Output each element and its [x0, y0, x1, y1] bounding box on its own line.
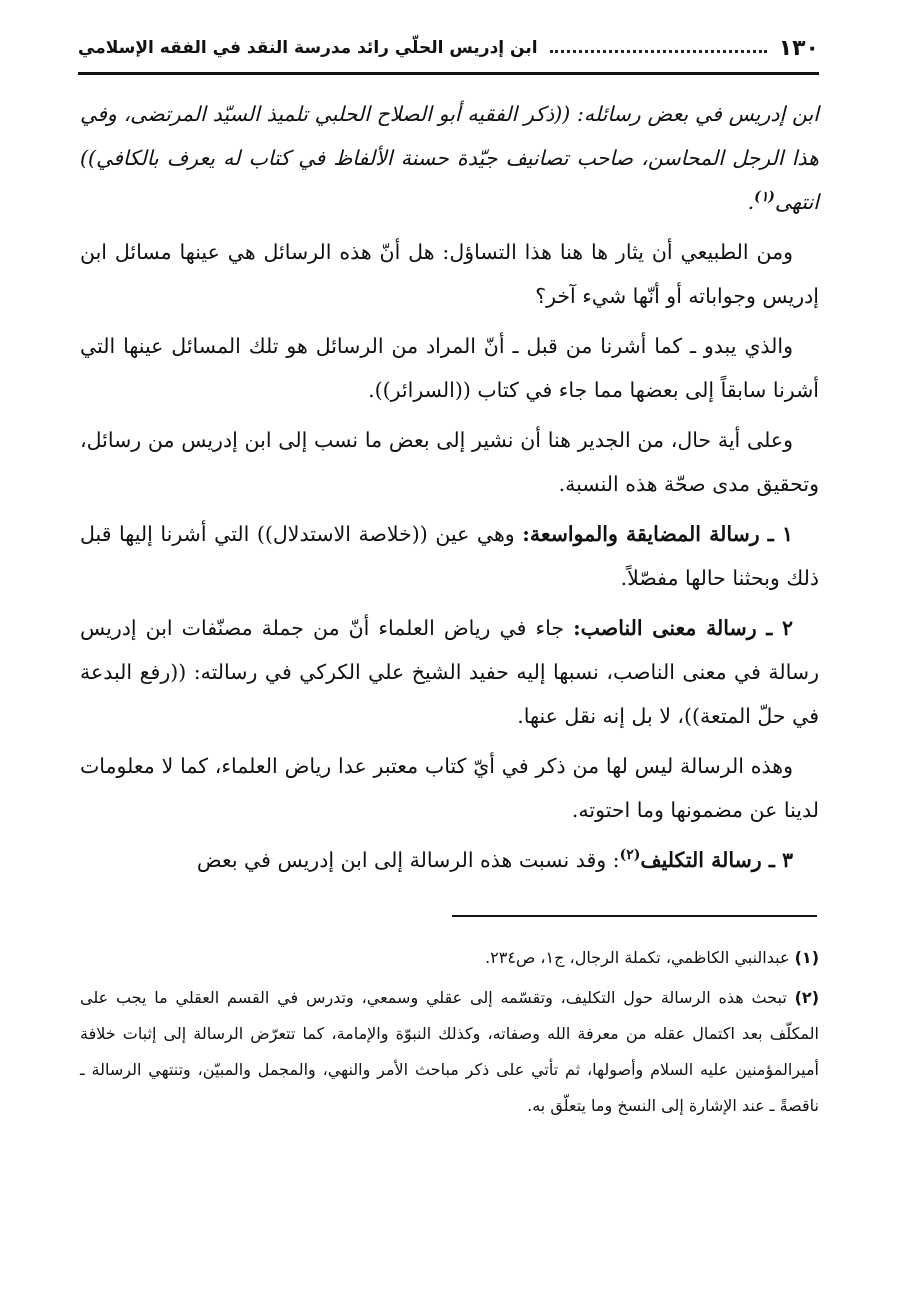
header-dotted-leader — [550, 50, 767, 53]
footnote-1-number: (١) — [794, 948, 819, 967]
header-rule — [78, 72, 819, 75]
paragraph: وعلى أية حال، من الجدير هنا أن نشير إلى بعض ما نسب إلى ابن إدريس من رسائل، وتحقيق مدى صحّة هذه النسبة. — [80, 428, 819, 496]
footnote-separator — [452, 915, 817, 917]
footnote-2 — [80, 980, 819, 1124]
running-title: ابن إدريس الحلّي رائد مدرسة النقد في الفقه الإسلامي — [78, 38, 538, 58]
quote-text: ابن إدريس في بعض رسائله: ((ذكر الفقيه أبو الصلاح الحلبي تلميذ السيّد المرتضى، وفي هذا الرجل المحاسن، صاحب تصانيف جيّدة حسنة الألفاظ في كتاب له يعرف بالكافي)) انتهى — [80, 102, 819, 214]
paragraph-item-3 — [80, 838, 819, 882]
item-3-text: : وقد نسبت هذه الرسالة إلى ابن إدريس في بعض — [196, 848, 620, 872]
footnote-1-text: عبدالنبي الكاظمي، تكملة الرجال، ج١، ص٢٣٤. — [485, 948, 795, 967]
footnotes — [80, 940, 819, 1128]
paragraph-quote — [80, 92, 819, 224]
footnote-1 — [80, 940, 819, 976]
page-header — [78, 28, 819, 68]
quote-end: . — [747, 190, 755, 214]
paragraph-item-1 — [80, 512, 819, 600]
page-number: ١٣٠ — [778, 35, 819, 61]
footnote-2-number: (٢) — [794, 988, 819, 1007]
footnote-ref-1: (١) — [754, 189, 775, 206]
main-text — [80, 92, 819, 888]
footnote-2-text: تبحث هذه الرسالة حول التكليف، وتقسّمه إلى عقلي وسمعي، وتدرس في القسم العقلي ما يجب على المكلّف بعد اكتمال عقله من معرفة الله وصفاته، وكذلك النبوّة والإمامة، كما تتعرّض الرسالة إلى إثبات خلافة أميرالمؤمنين عليه السلام وأصولها، ثم تأتي على ذكر مباحث الأمر والنهي، والمجمل والمبيّن، وتنتهي الرسالة ـ ناقصةً ـ عند الإشارة إلى النسخ وما يتعلّق به. — [80, 988, 819, 1115]
item-2-text: جاء في رياض العلماء أنّ من جملة مصنّفات ابن إدريس رسالة في معنى الناصب، نسبها إليه حفيد الشيخ علي الكركي في رسالته: ((رفع البدعة في حلّ المتعة))، لا بل إنه نقل عنها. — [80, 616, 819, 728]
item-1-text: وهي عين ((خلاصة الاستدلال)) التي أشرنا إليها قبل ذلك وبحثنا حالها مفصّلاً. — [80, 522, 819, 590]
footnote-ref-2: (٢) — [619, 847, 641, 864]
paragraph: ومن الطبيعي أن يثار ها هنا هذا التساؤل: هل أنّ هذه الرسائل هي عينها مسائل ابن إدريس وجواباته أو أنّها شيء آخر؟ — [80, 240, 819, 308]
paragraph: وهذه الرسالة ليس لها من ذكر في أيّ كتاب معتبر عدا رياض العلماء، كما لا معلومات لدينا عن مضمونها وما احتوته. — [80, 754, 819, 822]
paragraph: والذي يبدو ـ كما أشرنا من قبل ـ أنّ المراد من الرسائل هو تلك المسائل عينها التي أشرنا سابقاً إلى بعضها مما جاء في كتاب ((السرائر)). — [80, 334, 819, 402]
item-1-title: ١ ـ رسالة المضايقة والمواسعة: — [522, 522, 793, 546]
item-2-title: ٢ ـ رسالة معنى الناصب: — [573, 616, 794, 640]
item-3-title: ٣ ـ رسالة التكليف — [640, 848, 793, 872]
paragraph-item-2 — [80, 606, 819, 738]
